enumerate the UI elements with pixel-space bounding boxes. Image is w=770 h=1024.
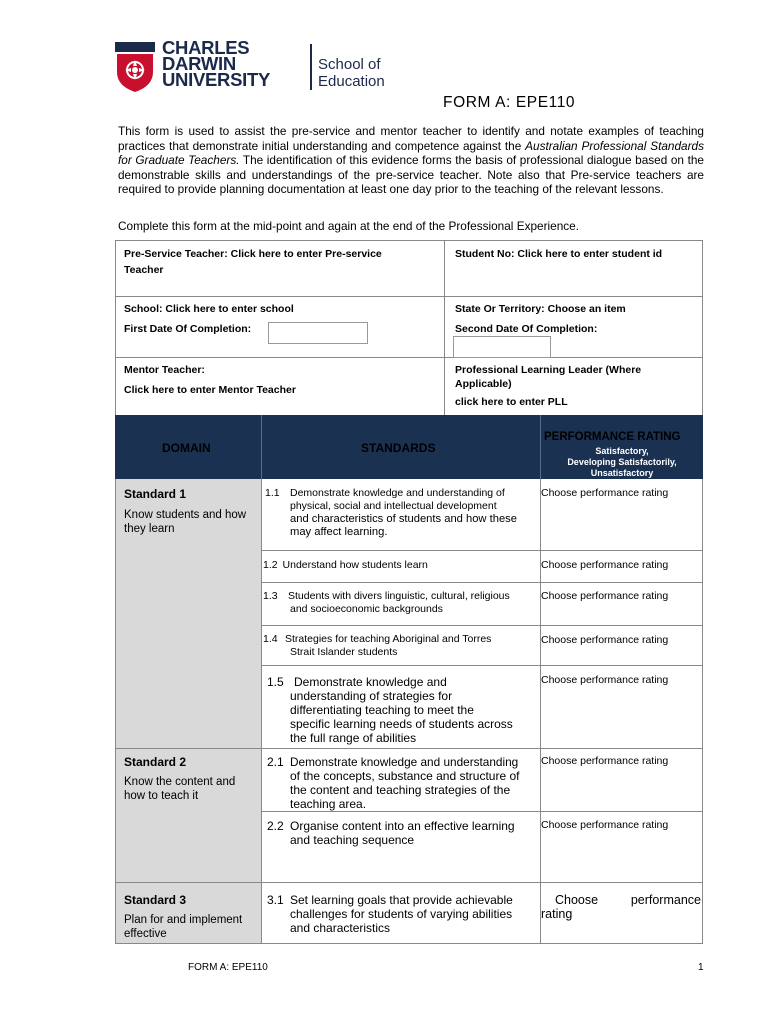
std-line: Organise content into an effective learning [290, 819, 515, 833]
domain-3-desc [124, 914, 242, 941]
domain-1-title: Standard 1 [124, 487, 187, 501]
intro-part1: This form is used to assist the pre-service and mentor teacher to identify and notate examples of teaching practices that demonstrate initial understanding and competence against the [118, 124, 704, 153]
domain-3-title: Standard 3 [124, 893, 187, 907]
std-line: Understand how students learn [282, 559, 428, 571]
std-line: and characteristics of students and how these [290, 513, 517, 525]
std-line: understanding of strategies for [290, 689, 453, 703]
rating-select-2-1[interactable]: Choose performance rating [541, 755, 669, 767]
rating-select-1-4[interactable]: Choose performance rating [541, 634, 669, 646]
domain-divider-1 [115, 748, 262, 749]
standard-2-2 [267, 819, 284, 833]
domain-divider-2 [115, 882, 262, 883]
logo-line3: UNIVERSITY [162, 69, 271, 90]
details-row-divider [115, 296, 703, 297]
first-date-input[interactable] [268, 322, 368, 344]
table-left-border [115, 479, 116, 943]
row-divider [261, 582, 703, 583]
logo-line2: DARWIN [162, 53, 236, 74]
page-number: 1 [698, 962, 704, 973]
first-date-label: First Date Of Completion: [124, 323, 252, 335]
standard-2-1-text [290, 755, 542, 811]
student-no-field[interactable]: Student No: Click here to enter student id [455, 248, 663, 260]
table-bottom-border [115, 943, 703, 944]
std-line: and teaching sequence [290, 833, 415, 847]
std-line: challenges for students of varying abilities [290, 907, 513, 921]
school-field[interactable]: School: Click here to enter school [124, 303, 294, 315]
school-line2: Education [318, 73, 385, 90]
standard-num: 2.2 [267, 819, 284, 833]
standard-2-2-text [290, 819, 540, 847]
rating-3-1-line2: rating [541, 907, 573, 921]
std-line: Demonstrate knowledge and understanding of [290, 487, 505, 499]
std-line: teaching area. [290, 797, 367, 811]
domain-1-desc-l1: Know students and how [124, 509, 247, 521]
standard-num: 1.3 [263, 590, 278, 602]
rating-select-1-5[interactable]: Choose performance rating [541, 674, 669, 686]
perf-sub3: Unsatisfactory [590, 468, 654, 478]
pre-service-line2: Teacher [124, 264, 164, 276]
std-line: and characteristics [290, 921, 391, 935]
rating-select-1-2[interactable]: Choose performance rating [541, 559, 669, 571]
row-divider [261, 882, 703, 883]
std-line: the content and teaching strategies of the [290, 783, 511, 797]
domain-col-border [261, 479, 262, 943]
rating-word: performance [630, 893, 701, 907]
standard-num: 1.2 [263, 559, 278, 571]
rating-col-border [540, 479, 541, 943]
rating-select-1-3[interactable]: Choose performance rating [541, 590, 669, 602]
row-divider [261, 625, 703, 626]
header-divider-1 [261, 415, 262, 479]
rating-select-3-1[interactable] [541, 893, 701, 921]
details-row-divider-2 [115, 357, 703, 358]
row-divider [261, 811, 703, 812]
std-line: Set learning goals that provide achievable [290, 893, 513, 907]
performance-header: PERFORMANCE RATING [544, 431, 681, 443]
standard-1-4 [263, 633, 278, 646]
std-line: Strait Islander students [290, 646, 398, 658]
standard-1-5 [267, 675, 284, 689]
domain-header: DOMAIN [162, 441, 211, 455]
pre-service-teacher-field[interactable] [124, 247, 382, 277]
shield-icon [115, 42, 155, 92]
rating-select-1-1[interactable]: Choose performance rating [541, 487, 669, 499]
rating-word: Choose [555, 893, 599, 907]
cdu-logo [115, 37, 415, 94]
standard-num: 3.1 [267, 893, 284, 907]
standard-num: 1.1 [265, 487, 280, 499]
std-line: Strategies for teaching Aboriginal and Torres [285, 633, 492, 645]
std-line: may affect learning. [290, 526, 388, 538]
pll-field[interactable]: click here to enter PLL [455, 396, 568, 408]
mentor-teacher-label: Mentor Teacher: [124, 364, 205, 376]
domain-3-desc-l1: Plan for and implement [124, 914, 243, 926]
std-line: Demonstrate knowledge and understanding [290, 755, 519, 769]
footer-form-name: FORM A: EPE110 [188, 962, 268, 973]
school-name [318, 56, 385, 90]
domain-2-desc [124, 776, 235, 803]
std-line: of the concepts, substance and structure of [290, 769, 520, 783]
intro-paragraph [118, 124, 704, 197]
standard-1-5-text [290, 675, 540, 745]
domain-2-desc-l1: Know the content and [124, 776, 236, 788]
std-line: Demonstrate knowledge and [294, 675, 447, 689]
row-divider [261, 748, 703, 749]
form-title: FORM A: EPE110 [443, 94, 576, 111]
rating-3-1-line1 [541, 893, 701, 907]
intro-italic: Australian Professional Standards for Graduate Teachers. [118, 138, 704, 167]
std-line: and socioeconomic backgrounds [290, 603, 443, 615]
second-date-label: Second Date Of Completion: [455, 323, 598, 335]
pll-line2: Applicable) [455, 378, 512, 390]
standard-3-1 [267, 893, 284, 907]
std-line: Students with divers linguistic, cultural, religious [288, 590, 510, 602]
state-field[interactable]: State Or Territory: Choose an item [455, 303, 626, 315]
standard-num: 1.4 [263, 633, 278, 645]
performance-subheader [541, 446, 703, 479]
standard-1-4-text [285, 633, 537, 659]
university-name [162, 37, 271, 90]
logo-divider [310, 44, 312, 90]
second-date-input[interactable] [453, 336, 551, 358]
standards-header: STANDARDS [361, 441, 436, 455]
intro-part2: The identification of this evidence forms the basis of professional dialogue based on the demonstrable skills and understandings of the pre-service teacher. Note also that Pre-service teachers are required to provide planning documentation at least one day prior to the teaching of the relevant lessons. [118, 153, 704, 196]
details-col-divider [444, 240, 445, 416]
std-line: differentiating teaching to meet the [290, 703, 474, 717]
standard-1-3 [263, 590, 278, 603]
domain-3-desc-l2: effective [124, 927, 167, 940]
standard-2-1 [267, 755, 284, 769]
standard-1-1-text [290, 487, 538, 539]
standard-num: 1.5 [267, 675, 284, 689]
standard-3-1-text [290, 893, 540, 935]
standard-1-1 [265, 487, 280, 500]
domain-column-bg [115, 479, 261, 943]
pre-service-line1: Pre-Service Teacher: Click here to enter Pre-service [124, 248, 382, 260]
perf-sub2: Developing Satisfactorily, [567, 457, 677, 467]
pll-label [455, 363, 641, 391]
logo-line1: CHARLES [162, 37, 250, 58]
mentor-teacher-field[interactable]: Click here to enter Mentor Teacher [124, 384, 296, 396]
standard-1-3-text [288, 590, 540, 616]
domain-2-desc-l2: how to teach it [124, 789, 199, 802]
domain-1-desc-l2: they learn [124, 522, 175, 535]
table-right-border [702, 479, 703, 943]
std-line: physical, social and intellectual development [290, 500, 497, 512]
complete-note: Complete this form at the mid-point and again at the end of the Professional Experience. [118, 219, 580, 233]
rating-select-2-2[interactable]: Choose performance rating [541, 819, 669, 831]
domain-2-title: Standard 2 [124, 755, 187, 769]
row-divider [261, 665, 703, 666]
perf-sub1: Satisfactory, [595, 446, 649, 456]
row-divider [261, 550, 703, 551]
school-line1: School of [318, 56, 381, 73]
domain-1-desc [124, 509, 246, 536]
std-line: specific learning needs of students across [290, 717, 513, 731]
standard-num: 2.1 [267, 755, 284, 769]
std-line: the full range of abilities [290, 731, 417, 745]
standard-1-2 [263, 559, 428, 572]
pll-line1: Professional Learning Leader (Where [455, 364, 642, 376]
